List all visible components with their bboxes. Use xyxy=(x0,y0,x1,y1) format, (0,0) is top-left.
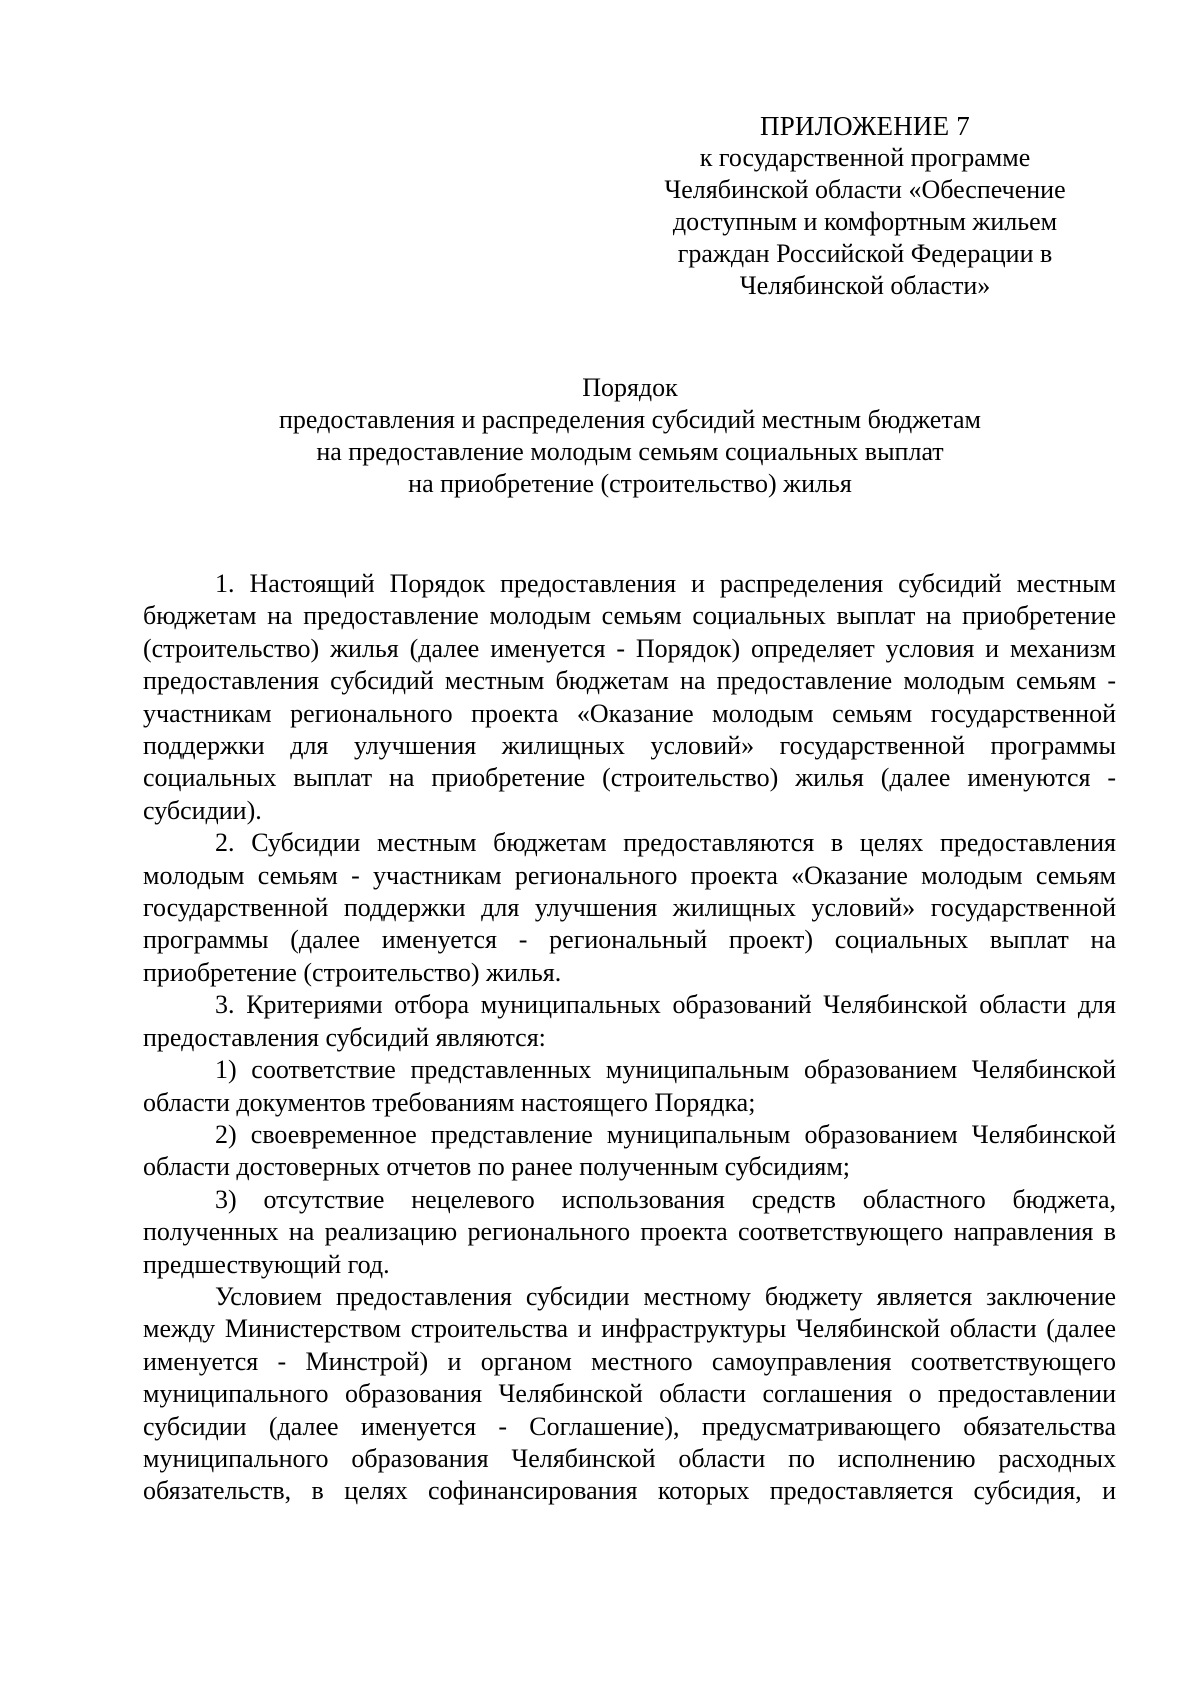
title-line: на приобретение (строительство) жилья xyxy=(408,469,852,498)
paragraph: 2. Субсидии местным бюджетам предоставляются в целях предоставления молодым семьям - участникам регионального проекта «Оказание молодым семьям государственной поддержки для улучшения жилищных условий» государственной программы (далее именуется - региональный проект) социальных выплат на приобретение (строительство) жилья. xyxy=(143,828,1116,987)
title-line: на предоставление молодым семьям социальных выплат xyxy=(316,437,944,466)
appendix-title: ПРИЛОЖЕНИЕ 7 xyxy=(760,111,970,141)
paragraph: 2) своевременное представление муниципальным образованием Челябинской области достоверных отчетов по ранее полученным субсидиям; xyxy=(143,1119,1116,1182)
title-line: предоставления и распределения субсидий местным бюджетам xyxy=(278,405,982,434)
appendix-line: граждан Российской Федерации в xyxy=(677,239,1053,268)
paragraph: 1. Настоящий Порядок предоставления и распределения субсидий местным бюджетам на предоставление молодым семьям социальных выплат на приобретение (строительство) жилья (далее именуется - Порядок) определяет условия и механизм предоставления субсидий местным бюджетам на предоставление молодым семьям - участникам регионального проекта «Оказание молодым семьям государственной поддержки для улучшения жилищных условий» государственной программы социальных выплат на приобретение (строительство) жилья (далее именуются - субсидии). xyxy=(143,569,1116,825)
paragraph: 3. Критериями отбора муниципальных образований Челябинской области для предоставления субсидий являются: xyxy=(143,990,1116,1052)
document-body xyxy=(143,568,1116,1508)
appendix-line: Челябинской области «Обеспечение xyxy=(664,175,1066,204)
paragraph: Условием предоставления субсидии местному бюджету является заключение между Министерством строительства и инфраструктуры Челябинской области (далее именуется - Минстрой) и органом местного самоуправления соответствующего муниципального образования Челябинской области соглашения о предоставлении субсидии (далее именуется - Соглашение), предусматривающего обязательства муниципального образования Челябинской области по исполнению расходных обязательств, в целях софинансирования которых предоставляется субсидия, и xyxy=(143,1281,1116,1506)
document-title xyxy=(140,372,1120,500)
appendix-line: доступным и комфортным жильем xyxy=(672,207,1058,236)
appendix-line: к государственной программе xyxy=(699,143,1031,172)
paragraph: 3) отсутствие нецелевого использования средств областного бюджета, полученных на реализацию регионального проекта соответствующего направления в предшествующий год. xyxy=(143,1184,1116,1279)
title-line: Порядок xyxy=(582,373,678,402)
paragraph: 1) соответствие представленных муниципальным образованием Челябинской области документов требованиям настоящего Порядка; xyxy=(143,1055,1116,1117)
appendix-header xyxy=(660,110,1070,302)
appendix-line: Челябинской области» xyxy=(739,271,991,300)
